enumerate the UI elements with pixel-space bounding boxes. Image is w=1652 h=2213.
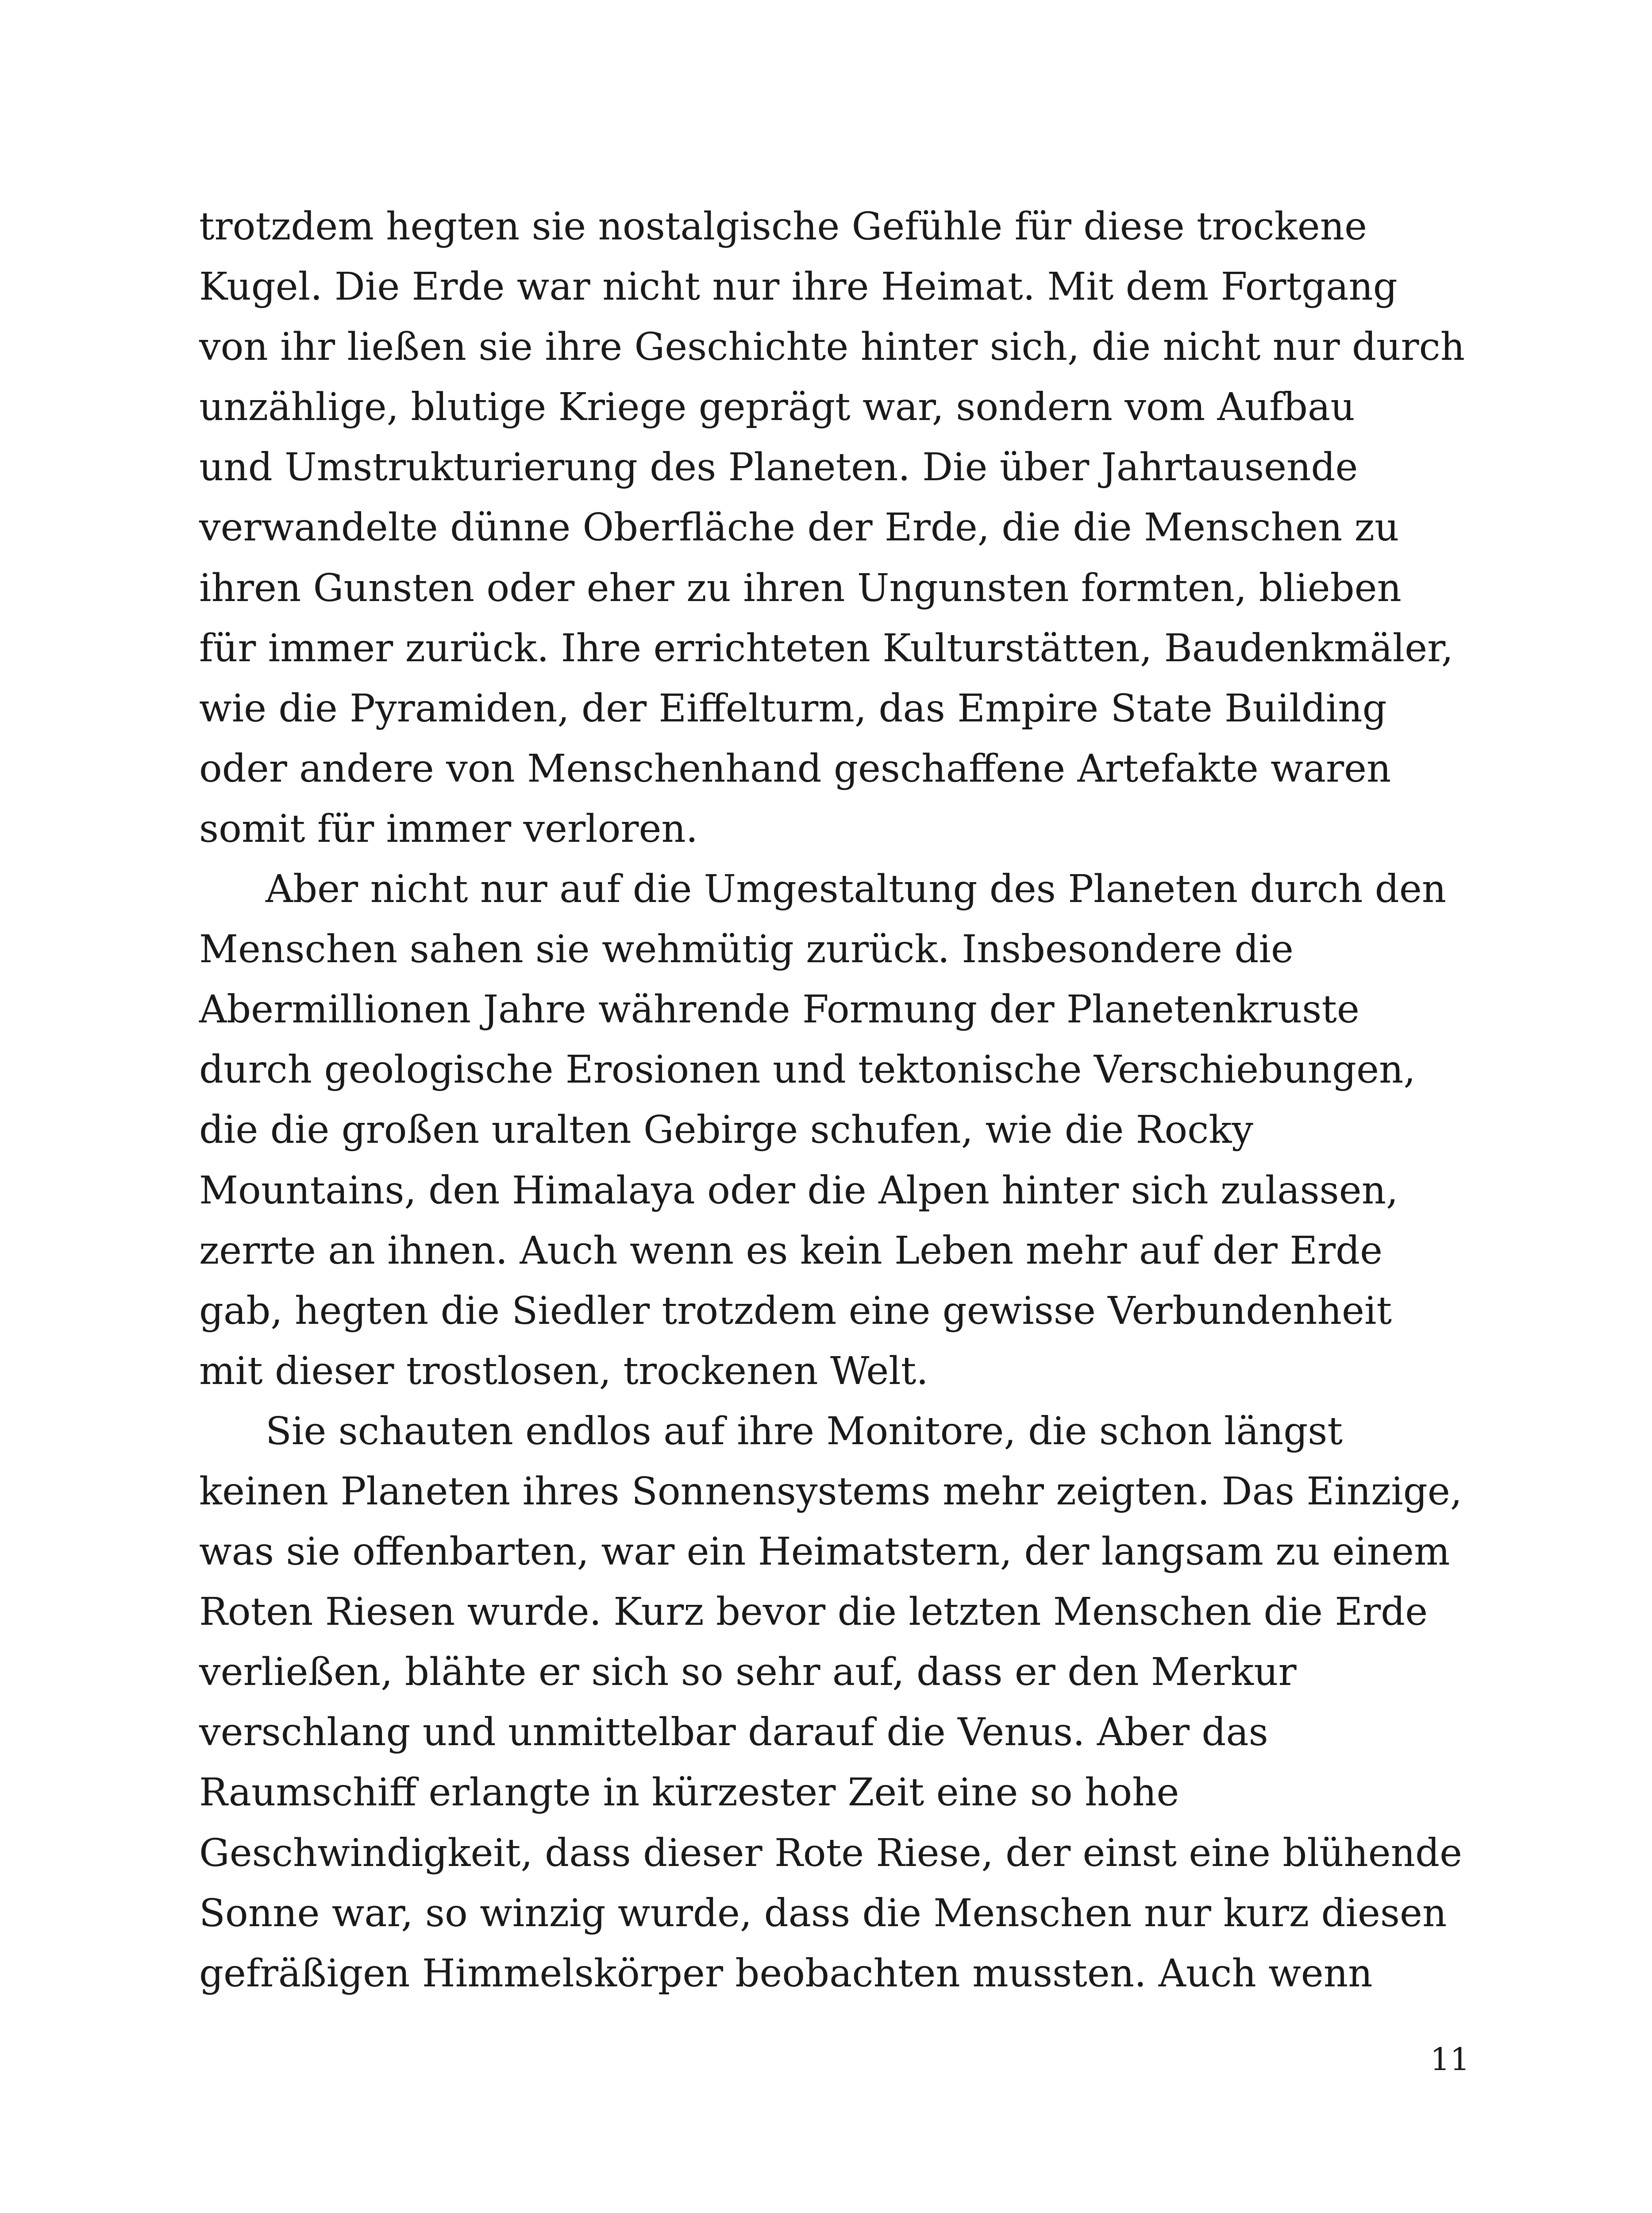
text-line: ihren Gunsten oder eher zu ihren Ungunsten formten, blieben	[199, 566, 1402, 610]
text-line: durch geologische Erosionen und tektonische Verschiebungen,	[199, 1048, 1416, 1092]
text-line: Geschwindigkeit, dass dieser Rote Riese, der einst eine blühende	[199, 1831, 1462, 1875]
text-line: Kugel. Die Erde war nicht nur ihre Heimat. Mit dem Fortgang	[199, 265, 1398, 309]
text-line: mit dieser trostlosen, trockenen Welt.	[199, 1349, 928, 1393]
text-line: gab, hegten die Siedler trotzdem eine gewisse Verbundenheit	[199, 1288, 1392, 1333]
page-number: 11	[1430, 2041, 1470, 2078]
text-line: unzählige, blutige Kriege geprägt war, sondern vom Aufbau	[199, 385, 1355, 430]
text-line: gefräßigen Himmelskörper beobachten mussten. Auch wenn	[199, 1951, 1373, 1996]
paragraph-first-line: Sie schauten endlos auf ihre Monitore, die schon längst	[266, 1409, 1343, 1453]
text-line: Sonne war, so winzig wurde, dass die Menschen nur kurz diesen	[199, 1891, 1447, 1935]
text-line: oder andere von Menschenhand geschaffene Artefakte waren	[199, 746, 1391, 791]
text-line: keinen Planeten ihres Sonnensystems mehr zeigten. Das Einzige,	[199, 1469, 1463, 1514]
text-line: für immer zurück. Ihre errichteten Kulturstätten, Baudenkmäler,	[199, 626, 1454, 671]
body-text	[199, 197, 1474, 2004]
text-line: was sie offenbarten, war ein Heimatstern, der langsam zu einem	[199, 1530, 1450, 1574]
text-line: Roten Riesen wurde. Kurz bevor die letzten Menschen die Erde	[199, 1590, 1428, 1635]
text-line: verwandelte dünne Oberfläche der Erde, die die Menschen zu	[199, 505, 1399, 550]
text-line: wie die Pyramiden, der Eiffelturm, das Empire State Building	[199, 686, 1387, 731]
text-line: trotzdem hegten sie nostalgische Gefühle für diese trockene	[199, 204, 1367, 249]
text-line: und Umstrukturierung des Planeten. Die über Jahrtausende	[199, 445, 1358, 490]
text-line: Abermillionen Jahre währende Formung der Planetenkruste	[199, 987, 1359, 1032]
text-line: Menschen sahen sie wehmütig zurück. Insbesondere die	[199, 927, 1294, 972]
paragraph-first-line: Aber nicht nur auf die Umgestaltung des Planeten durch den	[266, 867, 1447, 912]
text-line: die die großen uralten Gebirge schufen, wie die Rocky	[199, 1108, 1253, 1153]
text-line: von ihr ließen sie ihre Geschichte hinter sich, die nicht nur durch	[199, 325, 1465, 370]
text-line: Raumschiff erlangte in kürzester Zeit eine so hohe	[199, 1770, 1179, 1815]
text-line: zerrte an ihnen. Auch wenn es kein Leben mehr auf der Erde	[199, 1228, 1383, 1273]
text-line: verließen, blähte er sich so sehr auf, dass er den Merkur	[199, 1650, 1297, 1695]
text-line: verschlang und unmittelbar darauf die Venus. Aber das	[199, 1710, 1268, 1755]
text-line: Mountains, den Himalaya oder die Alpen hinter sich zulassen,	[199, 1168, 1398, 1213]
text-line: somit für immer verloren.	[199, 806, 698, 851]
